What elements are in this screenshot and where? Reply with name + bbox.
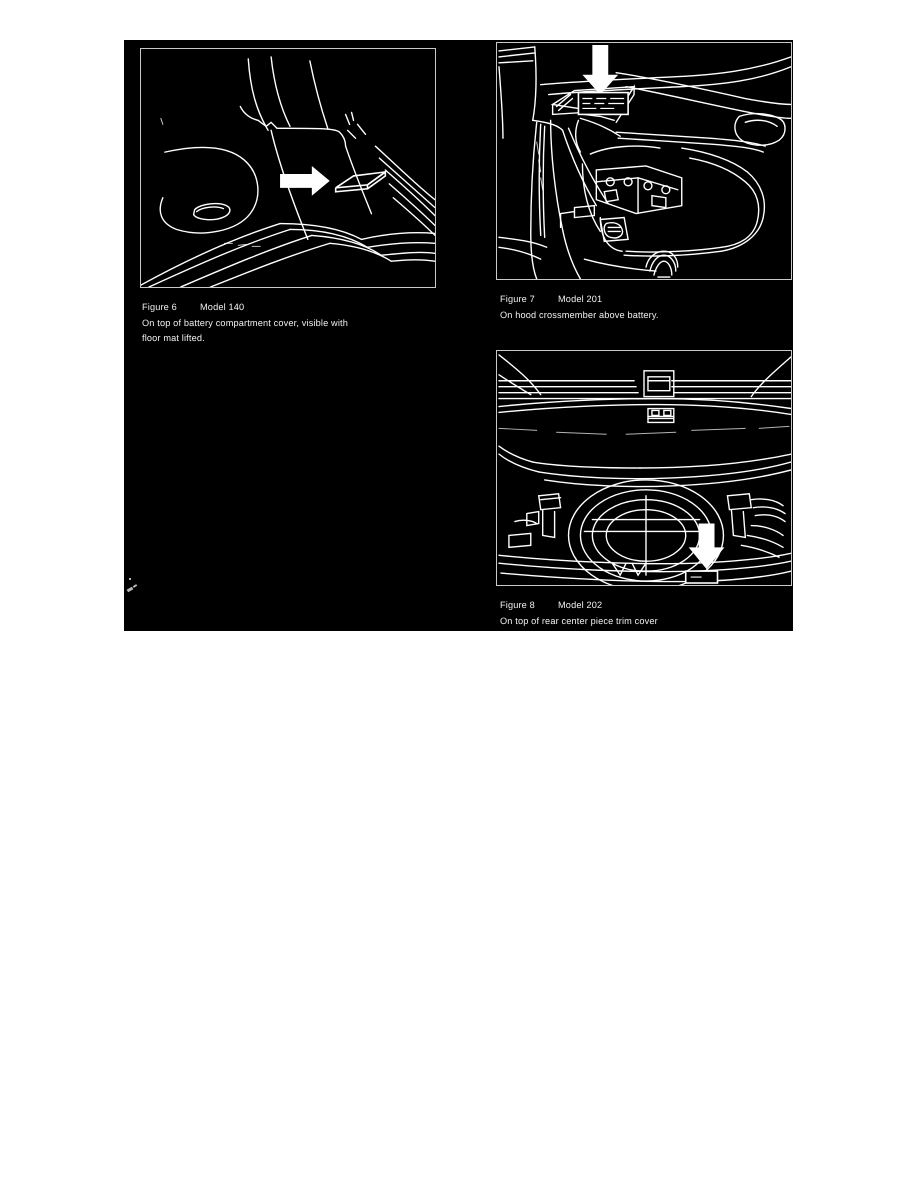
scan-speck: [127, 587, 134, 593]
figure-6-caption-head: [142, 300, 348, 316]
figure-6-lineart: [141, 49, 435, 287]
figure-6-model: Model 140: [200, 302, 245, 312]
figure-7-lineart: [497, 43, 791, 279]
figure-7-image: [496, 42, 792, 280]
figure-6-description-line1: On top of battery compartment cover, visible with: [142, 317, 348, 328]
figure-8-number: Figure 8: [500, 600, 535, 610]
scan-speck: [129, 578, 131, 580]
scanned-page-field: [124, 40, 793, 631]
figure-6-caption: [142, 300, 348, 347]
figure-7-caption-head: [500, 292, 659, 308]
figure-8-description-line1: On top of rear center piece trim cover: [500, 615, 658, 626]
scan-speck: [133, 584, 137, 588]
figure-8-caption-head: [500, 598, 658, 614]
figure-6-arrow-right: [280, 166, 330, 196]
figure-8-model: Model 202: [558, 600, 603, 610]
figure-8-lineart: [497, 351, 791, 585]
figure-7-number: Figure 7: [500, 294, 535, 304]
figure-6-description-line2: floor mat lifted.: [142, 333, 205, 343]
figure-8-image: [496, 350, 792, 586]
figure-8-caption: [500, 598, 658, 629]
figure-block-7: [496, 42, 793, 332]
figure-7-model: Model 201: [558, 294, 603, 304]
figure-6-label-outline: [336, 172, 386, 192]
figure-7-label-plate: [578, 93, 628, 115]
figure-8-label-outline: [686, 571, 718, 583]
figure-7-arrow-down: [582, 45, 618, 95]
figure-block-6: [140, 48, 452, 343]
figure-7-caption: [500, 292, 659, 323]
figure-6-number: Figure 6: [142, 302, 177, 312]
figure-block-8: [496, 350, 793, 630]
figure-7-description-line1: On hood crossmember above battery.: [500, 309, 659, 320]
figure-6-image: [140, 48, 436, 288]
